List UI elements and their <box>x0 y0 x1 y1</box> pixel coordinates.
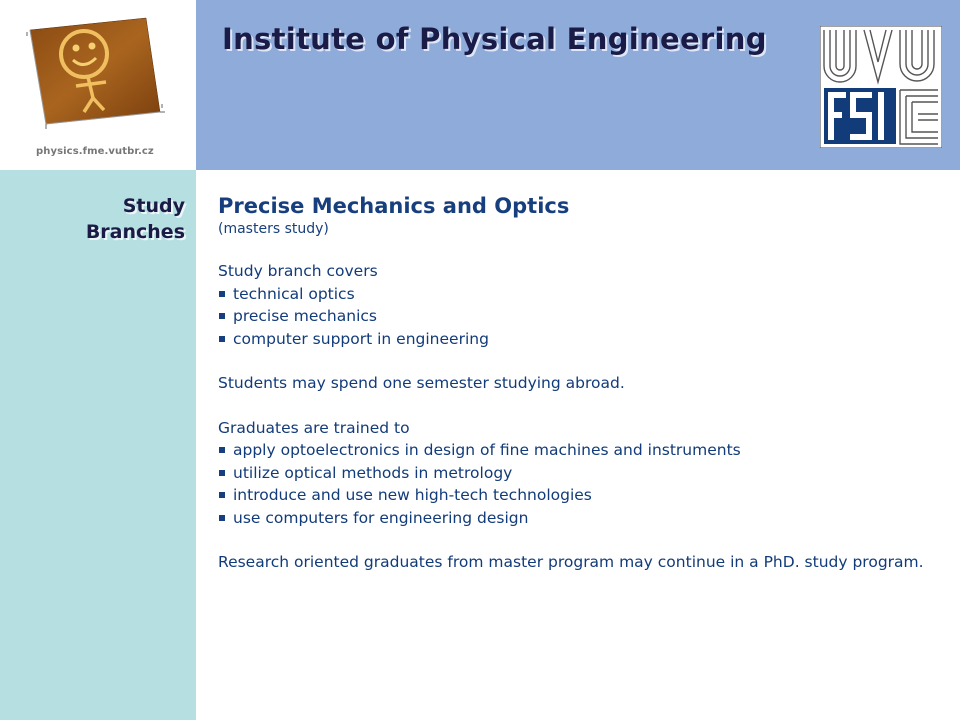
graduates-list <box>218 439 938 529</box>
research-note: Research oriented graduates from master program may continue in a PhD. study program. <box>218 553 924 571</box>
list-item-text: utilize optical methods in metrology <box>233 463 513 482</box>
sidebar-title <box>5 193 185 245</box>
sidebar <box>0 170 196 720</box>
list-item <box>218 439 938 462</box>
list-item-text: computer support in engineering <box>233 329 489 348</box>
page-title: Institute of Physical Engineering <box>222 22 767 56</box>
bullet-icon <box>219 447 225 453</box>
bullet-icon <box>219 470 225 476</box>
bullet-icon <box>219 492 225 498</box>
section-subheading: (masters study) <box>218 221 329 237</box>
bullet-icon <box>219 515 225 521</box>
top-left-panel <box>0 0 196 170</box>
main-content <box>218 192 938 574</box>
covers-intro: Study branch covers <box>218 262 378 280</box>
spacer <box>218 350 938 372</box>
abroad-note: Students may spend one semester studying abroad. <box>218 374 625 392</box>
afm-smiley-image <box>18 12 178 142</box>
list-item-text: introduce and use new high-tech technologies <box>233 486 592 504</box>
list-item <box>218 283 938 306</box>
spacer <box>218 395 938 417</box>
spacer <box>218 238 938 260</box>
graduates-intro: Graduates are trained to <box>218 418 410 437</box>
sidebar-title-line2: Branches <box>85 221 185 243</box>
covers-list <box>218 283 938 351</box>
list-item <box>218 305 938 328</box>
spacer <box>218 529 938 551</box>
list-item <box>218 328 938 351</box>
sidebar-title-line1: Study <box>122 195 185 217</box>
bullet-icon <box>219 313 225 319</box>
section-heading: Precise Mechanics and Optics <box>218 194 570 218</box>
list-item <box>218 507 938 530</box>
list-item-text: use computers for engineering design <box>233 508 529 527</box>
bullet-icon <box>219 291 225 297</box>
site-url: physics.fme.vutbr.cz <box>36 146 154 157</box>
list-item <box>218 462 938 485</box>
list-item-text: precise mechanics <box>233 307 377 325</box>
list-item-text: apply optoelectronics in design of fine machines and instruments <box>233 441 741 459</box>
list-item <box>218 484 938 507</box>
list-item-text: technical optics <box>233 284 355 303</box>
fsi-vut-logo-icon <box>820 26 942 148</box>
bullet-icon <box>219 336 225 342</box>
